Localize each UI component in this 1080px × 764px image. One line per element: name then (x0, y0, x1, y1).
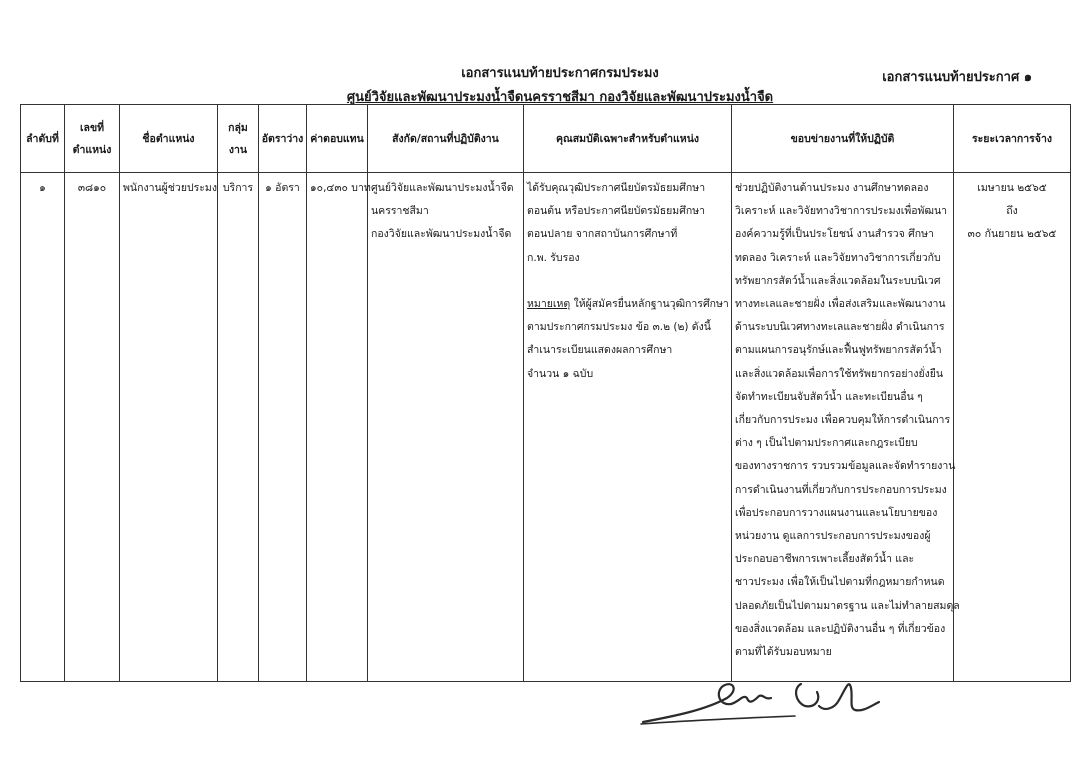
header-no: ลำดับที่ (21, 105, 65, 173)
qualification-line: ได้รับคุณวุฒิประกาศนียบัตรมัธยมศึกษา (527, 182, 706, 194)
duty-line: วิเคราะห์ และวิจัยทางวิชาการประมงเพื่อพัฒนา (735, 205, 948, 218)
affiliation-line: นครราชสีมา (371, 205, 429, 218)
duty-line: ทรัพยากรสัตว์น้ำและสิ่งแวดล้อมในระบบนิเวศ (735, 274, 941, 287)
header-position-name: ชื่อตำแหน่ง (120, 105, 218, 173)
header-group: กลุ่มงาน (218, 105, 259, 173)
position-table (20, 104, 1071, 682)
duty-line: ปลอดภัยเป็นไปตามมาตรฐาน และไม่ทำลายสมดุล (735, 599, 960, 612)
header-period: ระยะเวลาการจ้าง (954, 105, 1071, 173)
duty-line: องค์ความรู้ที่เป็นประโยชน์ งานสำรวจ ศึกษา (735, 228, 934, 241)
duty-line: ชาวประมง เพื่อให้เป็นไปตามที่กฎหมายกำหนด (735, 576, 945, 589)
duty-line: หน่วยงาน ดูแลการประกอบการประมงของผู้ (735, 530, 931, 543)
header-position-no: เลขที่ ตำแหน่ง (65, 105, 120, 173)
affiliation-line: ศูนย์วิจัยและพัฒนาประมงน้ำจืด (371, 182, 514, 194)
note-first-line: หมายเหตุ ให้ผู้สมัครยื่นหลักฐานวุฒิการศึกษา (527, 298, 729, 310)
duty-line: การดำเนินงานที่เกี่ยวกับการประกอบการประมง (735, 483, 947, 496)
header-qualifications: คุณสมบัติเฉพาะสำหรับตำแหน่ง (524, 105, 732, 173)
cell-wage: ๑๐,๔๓๐ บาท (307, 173, 368, 682)
document-title: เอกสารแนบท้ายประกาศกรมประมง (461, 66, 659, 81)
duty-line: ด้านระบบนิเวศทางทะเลและชายฝั่ง ดำเนินการ (735, 321, 945, 334)
duty-line: ของทางราชการ รวบรวมข้อมูลและจัดทำรายงาน (735, 460, 956, 473)
duty-line: เกี่ยวกับการประมง เพื่อควบคุมให้การดำเนินการ (735, 414, 951, 427)
period-to: ถึง (1006, 205, 1018, 218)
cell-no: ๑ (21, 173, 65, 682)
qualification-line: ตอนต้น หรือประกาศนียบัตรมัธยมศึกษา (527, 205, 706, 218)
cell-position-name: พนักงานผู้ช่วยประมง (120, 173, 218, 682)
duty-line: ประกอบอาชีพการเพาะเลี้ยงสัตว์น้ำ และ (735, 553, 915, 566)
table-row (21, 173, 1071, 682)
table-header-row (21, 105, 1071, 173)
cell-vacancy: ๑ อัตรา (259, 173, 307, 682)
cell-position-no: ๓๘๑๐ (65, 173, 120, 682)
header-duties: ขอบข่ายงานที่ให้ปฏิบัติ (732, 105, 954, 173)
note-line: สำเนาระเบียนแสดงผลการศึกษา (527, 344, 673, 357)
header-vacancy: อัตราว่าง (259, 105, 307, 173)
cell-duties (732, 173, 960, 682)
period-end: ๓๐ กันยายน ๒๕๖๕ (967, 228, 1057, 241)
duty-line: ตามแผนการอนุรักษ์และฟื้นฟูทรัพยากรสัตว์น้ำ (735, 344, 942, 357)
duty-line: ช่วยปฏิบัติงานด้านประมง งานศึกษาทดลอง (735, 182, 929, 194)
cell-affiliation (368, 173, 524, 682)
qualification-line: ก.พ. รับรอง (527, 251, 580, 264)
note-label: หมายเหตุ (527, 298, 571, 310)
affiliation-line: กองวิจัยและพัฒนาประมงน้ำจืด (371, 228, 512, 241)
duty-line: เพื่อประกอบการวางแผนงานและนโยบายของ (735, 506, 938, 519)
signature-mark (635, 672, 885, 732)
duty-line: และสิ่งแวดล้อมเพื่อการใช้ทรัพยากรอย่างยั่งยืน (735, 367, 944, 380)
note-line: จำนวน ๑ ฉบับ (527, 367, 594, 380)
duty-line: ตามที่ได้รับมอบหมาย (735, 646, 832, 659)
period-start: เมษายน ๒๕๖๕ (977, 182, 1047, 194)
document-subtitle: ศูนย์วิจัยและพัฒนาประมงน้ำจืดนครราชสีมา กองวิจัยและพัฒนาประมงน้ำจืด (346, 90, 774, 105)
note-line: ตามประกาศกรมประมง ข้อ ๓.๒ (๒) ดังนี้ (527, 321, 711, 334)
duty-line: จัดทำทะเบียนจับสัตว์น้ำ และทะเบียนอื่น ๆ (735, 390, 923, 403)
cell-qualifications (524, 173, 732, 682)
attachment-label: เอกสารแนบท้ายประกาศ ๑ (882, 70, 1032, 85)
header-affiliation: สังกัด/สถานที่ปฏิบัติงาน (368, 105, 524, 173)
duty-line: ของสิ่งแวดล้อม และปฏิบัติงานอื่น ๆ ที่เกี่ยวข้อง (735, 622, 946, 635)
duty-line: ต่าง ๆ เป็นไปตามประกาศและกฎระเบียบ (735, 437, 918, 450)
cell-group: บริการ (218, 173, 259, 682)
qualification-line: ตอนปลาย จากสถาบันการศึกษาที่ (527, 228, 678, 241)
duty-line: ทางทะเลและชายฝั่ง เพื่อส่งเสริมและพัฒนางาน (735, 298, 946, 311)
duty-line: ทดลอง วิเคราะห์ และวิจัยทางวิชาการเกี่ยวกับ (735, 251, 941, 264)
cell-period (954, 173, 1071, 682)
header-wage: ค่าตอบแทน (307, 105, 368, 173)
